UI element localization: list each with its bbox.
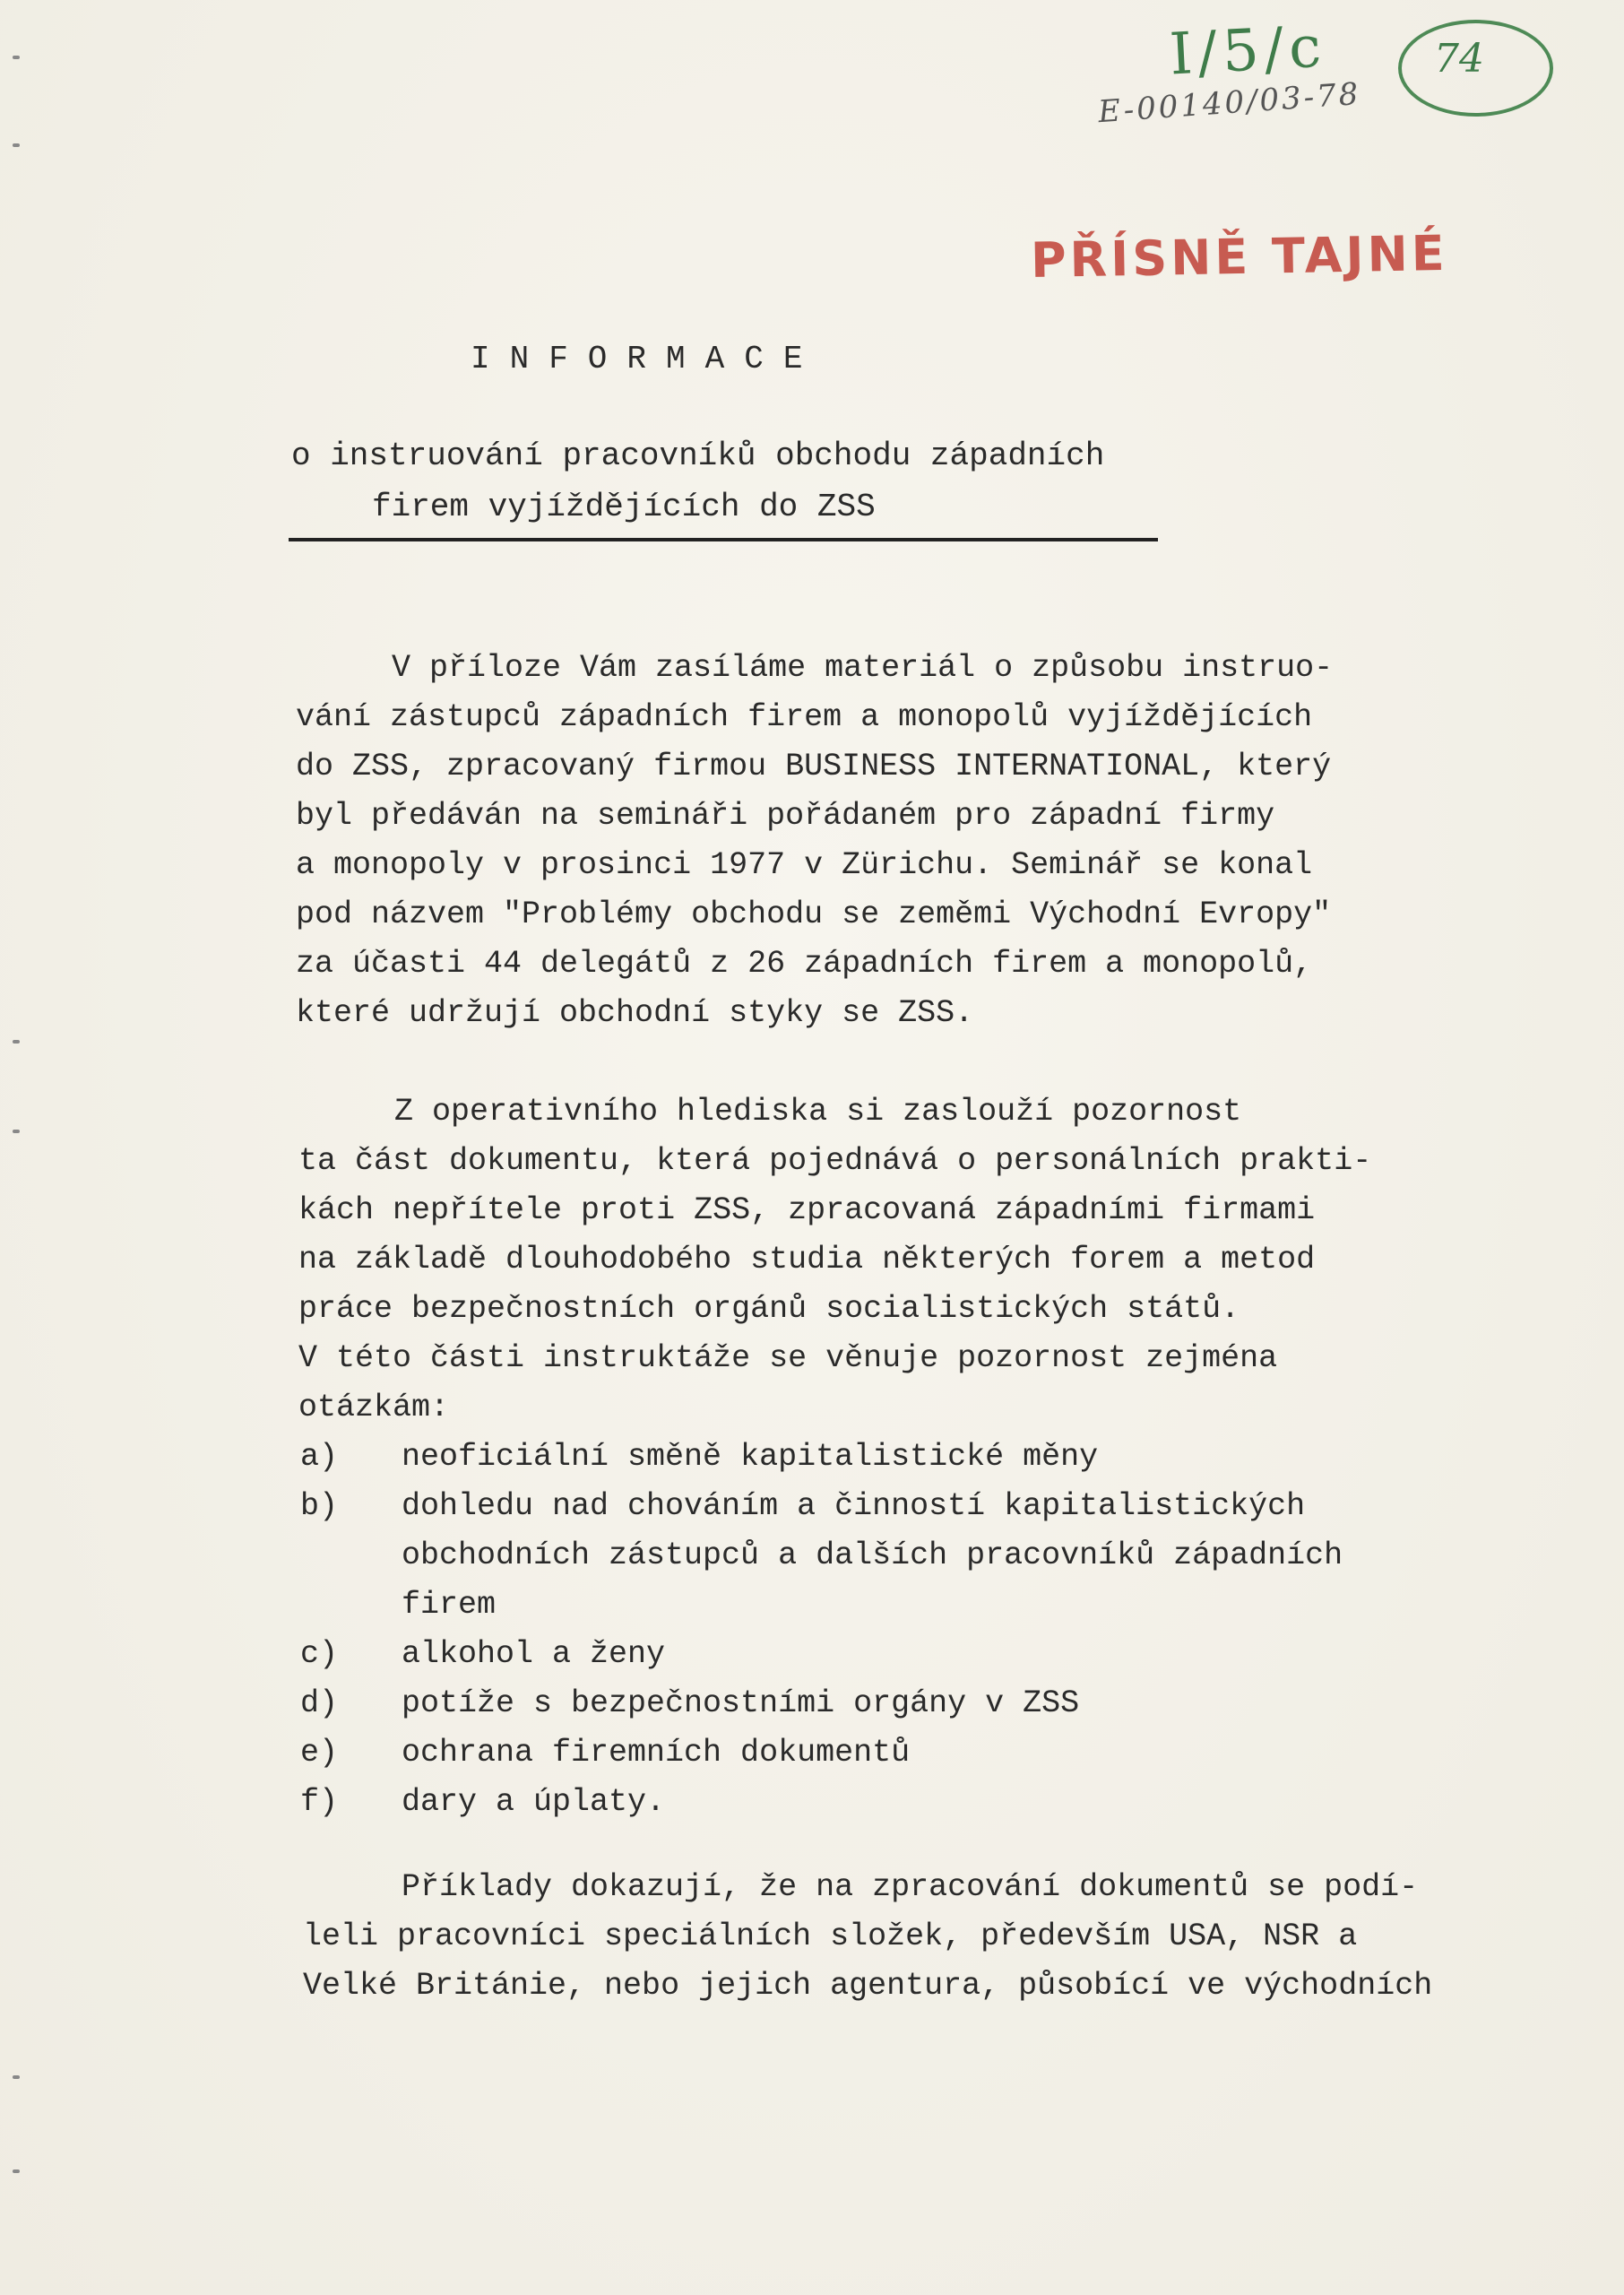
list-item-text: potíže s bezpečnostními orgány v ZSS	[402, 1685, 1080, 1721]
list-item-text: neoficiální směně kapitalistické měny	[402, 1439, 1099, 1475]
title-underline	[289, 538, 1158, 541]
paragraph-1-line: vání zástupců západních firem a monopolů vyjíždějících	[296, 699, 1313, 735]
list-item-text: firem	[402, 1587, 497, 1623]
paragraph-1-line: pod názvem "Problémy obchodu se zeměmi Východní Evropy"	[296, 896, 1332, 932]
list-marker: e)	[300, 1735, 339, 1771]
list-item-text: alkohol a ženy	[402, 1636, 666, 1672]
document-subtitle-line-2: firem vyjíždějících do ZSS	[372, 489, 876, 525]
list-item-text: obchodních zástupců a dalších pracovníků západních	[402, 1537, 1343, 1573]
margin-punch-mark	[13, 1130, 20, 1133]
margin-punch-mark	[13, 56, 20, 59]
list-item-text: dary a úplaty.	[402, 1784, 666, 1820]
handwritten-page-number: 74	[1434, 36, 1484, 82]
paragraph-2-line: V této části instruktáže se věnuje pozornost zejména	[298, 1340, 1278, 1376]
paragraph-2-line: otázkám:	[298, 1390, 450, 1425]
handwritten-file-number: E-00140/03-78	[1096, 75, 1362, 131]
paragraph-2-line: kách nepřítele proti ZSS, zpracovaná západními firmami	[298, 1192, 1316, 1228]
paragraph-1-line: a monopoly v prosinci 1977 v Zürichu. Seminář se konal	[296, 847, 1313, 883]
paragraph-1-line: které udržují obchodní styky se ZSS.	[296, 995, 974, 1031]
list-marker: c)	[300, 1636, 339, 1672]
paragraph-2-line: ta část dokumentu, která pojednává o personálních prakti-	[298, 1143, 1372, 1179]
list-marker: a)	[300, 1439, 339, 1475]
margin-punch-mark	[13, 143, 20, 147]
paragraph-3-line: leli pracovníci speciálních složek, především USA, NSR a	[303, 1918, 1358, 1954]
document-subtitle-line-1: o instruování pracovníků obchodu západních	[291, 437, 1105, 474]
margin-punch-mark	[13, 2169, 20, 2173]
document-title: INFORMACE	[471, 341, 823, 377]
paragraph-3-line: Velké Británie, nebo jejich agentura, působící ve východních	[303, 1968, 1433, 2004]
paragraph-2-line: na základě dlouhodobého studia některých forem a metod	[298, 1242, 1316, 1277]
paragraph-1-line: za účasti 44 delegátů z 26 západních firem a monopolů,	[296, 946, 1313, 982]
margin-punch-mark	[13, 2075, 20, 2079]
classification-stamp: PŘÍSNĚ TAJNÉ	[1030, 224, 1449, 290]
paragraph-2-line: práce bezpečnostních orgánů socialistických států.	[298, 1291, 1240, 1327]
paragraph-1-line: do ZSS, zpracovaný firmou BUSINESS INTERNATIONAL, který	[296, 749, 1332, 784]
margin-punch-mark	[13, 1040, 20, 1044]
list-item-text: dohledu nad chováním a činností kapitalistických	[402, 1488, 1306, 1524]
paragraph-1-line: byl předáván na semináři pořádaném pro západní firmy	[296, 798, 1275, 834]
list-marker: f)	[300, 1784, 339, 1820]
list-item-text: ochrana firemních dokumentů	[402, 1735, 911, 1771]
handwritten-reference: I/5/c	[1168, 13, 1328, 89]
paragraph-3-line: Příklady dokazují, že na zpracování dokumentů se podí-	[402, 1869, 1419, 1905]
list-marker: b)	[300, 1488, 339, 1524]
paragraph-1-line: V příloze Vám zasíláme materiál o způsobu instruo-	[392, 650, 1334, 686]
list-marker: d)	[300, 1685, 339, 1721]
paragraph-2-line: Z operativního hlediska si zaslouží pozornost	[394, 1094, 1242, 1130]
